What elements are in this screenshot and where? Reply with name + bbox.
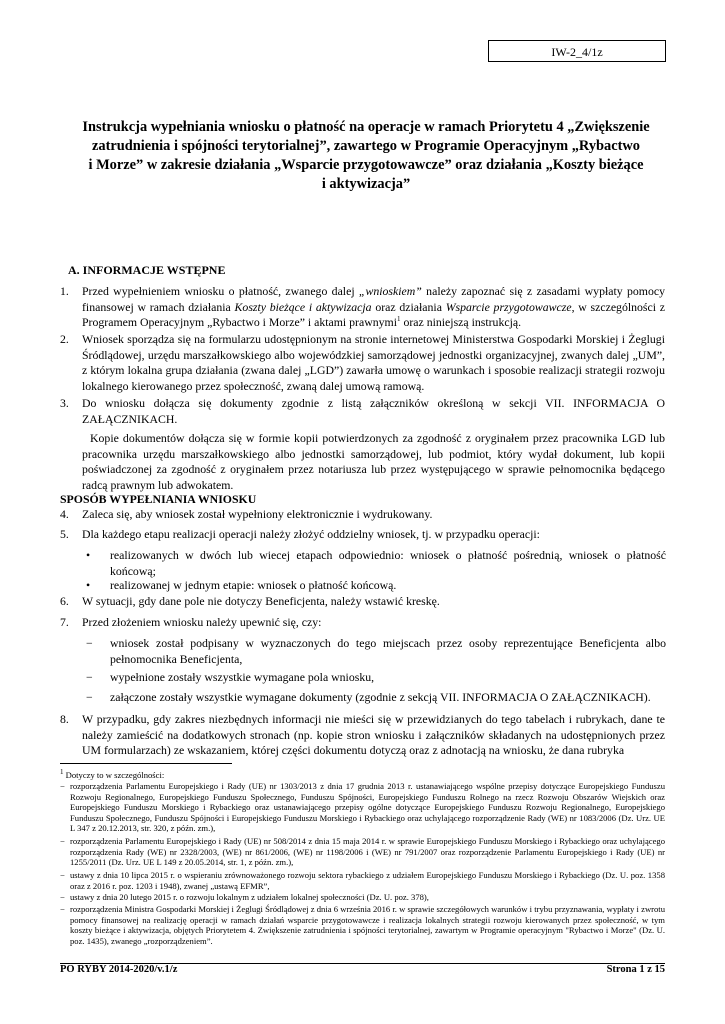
footnote-ref: 1 (397, 315, 401, 324)
item-subparagraph: Kopie dokumentów dołącza się w formie kopii potwierdzonych za zgodność z oryginałem przez pracownika LGD lub pracownika urzędu marszałkowskiego albo jednostki samorządowej, lub podmiot, który wydał dokument, lub kopii poświadczonej za zgodność z oryginałem przez notariusza lub przez występującego w sprawie pełnomocnika będącego radcą prawnym lub adwokatem. (82, 431, 665, 492)
item-text: Przed wypełnieniem wniosku o płatność, zwanego dalej „wnioskiem” należy zapoznać się z zasadami wypłaty pomocy finansowej w ramach działania Koszty bieżące i aktywizacja oraz działania Wsparcie przygotowawcze, w szczególności z Programem Operacyjnym „Rybactwo i Morze” i aktami prawnymi$^1$ oraz niniejszą instrukcją. (82, 284, 666, 330)
dash-icon: − (60, 781, 65, 791)
footnote-item (60, 836, 665, 869)
bullet-icon: • (86, 548, 91, 562)
dash-text: wniosek został podpisany w wyznaczonych do tego miejscach przez osoby reprezentujące Beneficjenta albo pełnomocnika Beneficjenta, (110, 636, 666, 666)
item-text: Do wniosku dołącza się dokumenty zgodnie z listą załączników określoną w sekcji VII. INFORMACJA O ZAŁĄCZNIKACH. Kopie dokumentów dołącza się w formie kopii potwierdzonych za zgodność z oryginałem przez pracownika LGD lub pracownika urzędu marszałkowskiego albo jednostki samorządowej, lub podmiot, który wydał dokument, lub kopii poświadczonej za zgodność z oryginałem przez notariusza lub przez występującego w sprawie pełnomocnika będącego radcą prawnym lub adwokatem. (82, 396, 665, 492)
list-item (60, 332, 665, 396)
list-item (60, 615, 665, 631)
footer-doc-version: PO RYBY 2014-2020/v.1/z (60, 964, 178, 975)
item-number: 7. (60, 615, 69, 629)
footnote-item-text: rozporządzenia Parlamentu Europejskiego i Rady (UE) nr 508/2014 z dnia 15 maja 2014 r. w sprawie Europejskiego Funduszu Morskiego i Rybackiego oraz uchylającego rozporządzenia Rady (WE) nr 2328/2003, (WE) nr 861/2006, (WE) nr 1198/2006 i (WE) nr 791/2007 oraz rozporządzenie Parlamentu Europejskiego i Rady (UE) nr 1255/2011 (Dz. Urz. UE L 149 z 20.05.2014, str. 1, z późn. zm.), (70, 836, 665, 868)
dash-icon: − (60, 892, 65, 902)
section-a-heading: A. INFORMACJE WSTĘPNE (68, 263, 226, 277)
item-number: 1. (60, 284, 69, 298)
item-text: Zaleca się, aby wniosek został wypełniony elektronicznie i wydrukowany. (82, 507, 433, 521)
title-line: zatrudnienia i spójności terytorialnej”, zawartego w Programie Operacyjnym „Rybactwo (92, 138, 640, 154)
footnote-number: 1 (60, 768, 64, 777)
list-item (60, 396, 665, 492)
title-line: Instrukcja wypełniania wniosku o płatność na operacje w ramach Priorytetu 4 „Zwiększenie (82, 119, 650, 135)
list-item (60, 284, 665, 332)
list-item (60, 507, 665, 523)
dash-icon: − (60, 836, 65, 846)
dash-icon: − (86, 636, 93, 650)
item-text: Wniosek sporządza się na formularzu udostępnionym na stronie internetowej Ministerstwa Gospodarki Morskiej i Żeglugi Śródlądowej, urzędu marszałkowskiego albo wojewódzkiej samorządowej jednostki organizacyjnej, zwanych dalej „UM”, z którym lokalna grupa działania (zwana dalej „LGD”) zawarła umowę o warunkach i sposobie realizacji strategii rozwoju lokalnego kierowanego przez społeczność, zwaną dalej umową ramową. (82, 332, 665, 393)
dash-text: wypełnione zostały wszystkie wymagane pola wniosku, (110, 670, 375, 684)
item-number: 5. (60, 527, 69, 541)
list-item (60, 712, 665, 760)
footnote-item-text: ustawy z dnia 10 lipca 2015 r. o wspieraniu zrównoważonego rozwoju sektora rybackiego z udziałem Europejskiego Funduszu Morskiego i Rybackiego (Dz. U. poz. 1358 oraz z 2016 r. poz. 1203 i 1948), zwanej „ustawą EFMR”, (70, 870, 665, 891)
list-item (60, 527, 665, 543)
section-heading-sposob: SPOSÓB WYPEŁNIANIA WNIOSKU (60, 492, 257, 506)
item-number: 2. (60, 332, 69, 346)
bullet-text: realizowanej w jednym etapie: wniosek o płatność końcową. (110, 578, 397, 592)
dash-icon: − (86, 670, 93, 684)
footnote-item (60, 781, 665, 835)
footnote-item-text: rozporządzenia Ministra Gospodarki Morskiej i Żeglugi Śródlądowej z dnia 6 września 2016 r. w sprawie szczegółowych warunków i trybu przyznawania, wypłaty i zwrotu pomocy finansowej na realizację operacji w ramach działań wsparcie przygotowawcze i realizacja lokalnych strategii rozwoju kierowanych przez społeczność, w tym koszty bieżące i aktywizacja, objętych Priorytetem 4. Zwiększenie zatrudnienia i spójności terytorialnej, zawartym w Programie operacyjnym "Rybactwo i Morze" (Dz. U. poz. 1435), zwanego „rozporządzeniem”. (70, 904, 665, 946)
bullet-text: realizowanych w dwóch lub wiecej etapach odpowiednio: wniosek o płatność pośrednią, wniosek o płatność końcową; (110, 548, 666, 578)
footnote-intro: $^1$ Dotyczy to w szczególności: (60, 768, 165, 780)
dash-icon: − (60, 904, 65, 914)
item-number: 4. (60, 507, 69, 521)
page-number: Strona 1 z 15 (606, 964, 665, 975)
item-number: 6. (60, 594, 69, 608)
page-title (78, 118, 654, 194)
item-number: 3. (60, 396, 69, 410)
bullet-icon: • (86, 578, 91, 592)
item-text: W sytuacji, gdy dane pole nie dotyczy Beneficjenta, należy wstawić kreskę. (82, 594, 440, 608)
dash-icon: − (60, 870, 65, 880)
title-line: i Morze” w zakresie działania „Wsparcie przygotowawcze” oraz działania „Koszty bieżące (88, 157, 644, 173)
footnote-item (60, 892, 665, 903)
document-code: IW-2_4/1z (488, 40, 666, 62)
footnote-separator (60, 763, 232, 764)
footnote-item-text: rozporządzenia Parlamentu Europejskiego i Rady (UE) nr 1303/2013 z dnia 17 grudnia 2013 r. ustanawiającego wspólne przepisy dotyczące Europejskiego Funduszu Rozwoju Regionalnego, Europejskiego Funduszu Społecznego, Funduszu Spójności, Europejskiego Funduszu Rolnego na rzecz Rozwoju Obszarów Wiejskich oraz Europejskiego Funduszu Morskiego i Rybackiego oraz ustanawiającego przepisy ogólne dotyczące Europejskiego Funduszu Rozwoju Regionalnego, Europejskiego Funduszu Społecznego, Funduszu Spójności i Europejskiego Funduszu Morskiego i Rybackiego oraz uchylającego rozporządzenie Rady (WE) nr 1083/2006 (Dz. Urz. UE L 347 z 20.12.2013, str. 320, z późn. zm.), (70, 781, 665, 834)
footnote-item (60, 904, 665, 960)
footnote-item-text: ustawy z dnia 20 lutego 2015 r. o rozwoju lokalnym z udziałem lokalnej społeczności (Dz. U. poz. 378), (70, 892, 429, 902)
dash-icon: − (86, 690, 93, 704)
item-number: 8. (60, 712, 69, 726)
list-item (60, 594, 665, 610)
title-line: i aktywizacja” (321, 176, 411, 192)
item-text: W przypadku, gdy zakres niezbędnych informacji nie mieści się w przewidzianych do tego tabelach i rubrykach, dane te należy zamieścić na dodatkowych stronach (np. kopie stron wniosku i załączników składanych na udostępnionych przez UM formularzach) ze wskazaniem, której części dokumentu dotyczą oraz z adnotacją na wniosku, że dana rubryka (82, 712, 665, 758)
item-text: Dla każdego etapu realizacji operacji należy złożyć oddzielny wniosek, tj. w przypadku operacji: (82, 527, 540, 541)
dash-text: załączone zostały wszystkie wymagane dokumenty (zgodnie z sekcją VII. INFORMACJA O ZAŁĄCZNIKACH). (110, 690, 651, 704)
item-text: Przed złożeniem wniosku należy upewnić się, czy: (82, 615, 322, 629)
footnote-item (60, 870, 665, 892)
